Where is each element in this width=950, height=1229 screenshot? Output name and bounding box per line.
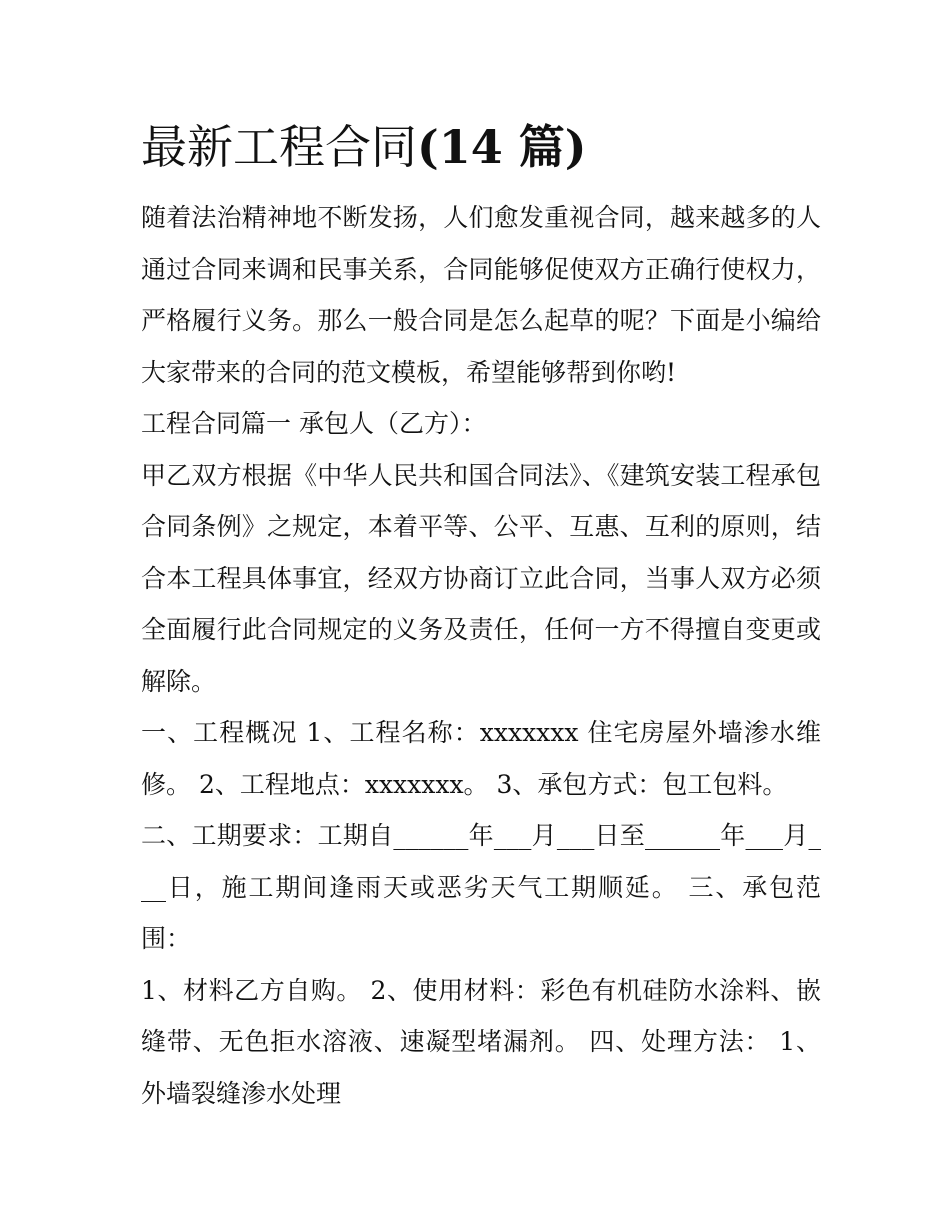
intro-paragraph: 随着法治精神地不断发扬，人们愈发重视合同，越来越多的人通过合同来调和民事关系，合同能够促使双方正确行使权力，严格履行义务。那么一般合同是怎么起草的呢？下面是小编给大家带来的合同的范文模板，希望能够帮到你哟!: [141, 203, 821, 387]
section-heading-contract-one: 工程合同篇一 承包人（乙方）：: [141, 409, 487, 438]
schedule-paragraph: 二、工期要求：工期自______年___月___日至______年___月___日，施工期间逢雨天或恶劣天气工期顺延。 三、承包范围：: [141, 821, 821, 953]
title-main: 最新工程合同: [141, 120, 417, 174]
materials-paragraph: 1、材料乙方自购。 2、使用材料：彩色有机硅防水涂料、嵌缝带、无色拒水溶液、速凝型堵漏剂。 四、处理方法： 1、外墙裂缝渗水处理: [141, 975, 821, 1108]
document-body: [141, 192, 821, 1119]
project-overview-paragraph: 一、工程概况 1、工程名称：xxxxxxx 住宅房屋外墙渗水维修。 2、工程地点：xxxxxxx。 3、承包方式：包工包料。: [141, 718, 821, 799]
document-title: [141, 112, 821, 182]
agreement-paragraph: 甲乙双方根据《中华人民共和国合同法》、《建筑安装工程承包合同条例》之规定，本着平等、公平、互惠、互利的原则，结合本工程具体事宜，经双方协商订立此合同，当事人双方必须全面履行此合同规定的义务及责任，任何一方不得擅自变更或解除。: [141, 460, 821, 696]
title-count: (14 篇): [417, 120, 587, 174]
document-content: [141, 112, 821, 1119]
